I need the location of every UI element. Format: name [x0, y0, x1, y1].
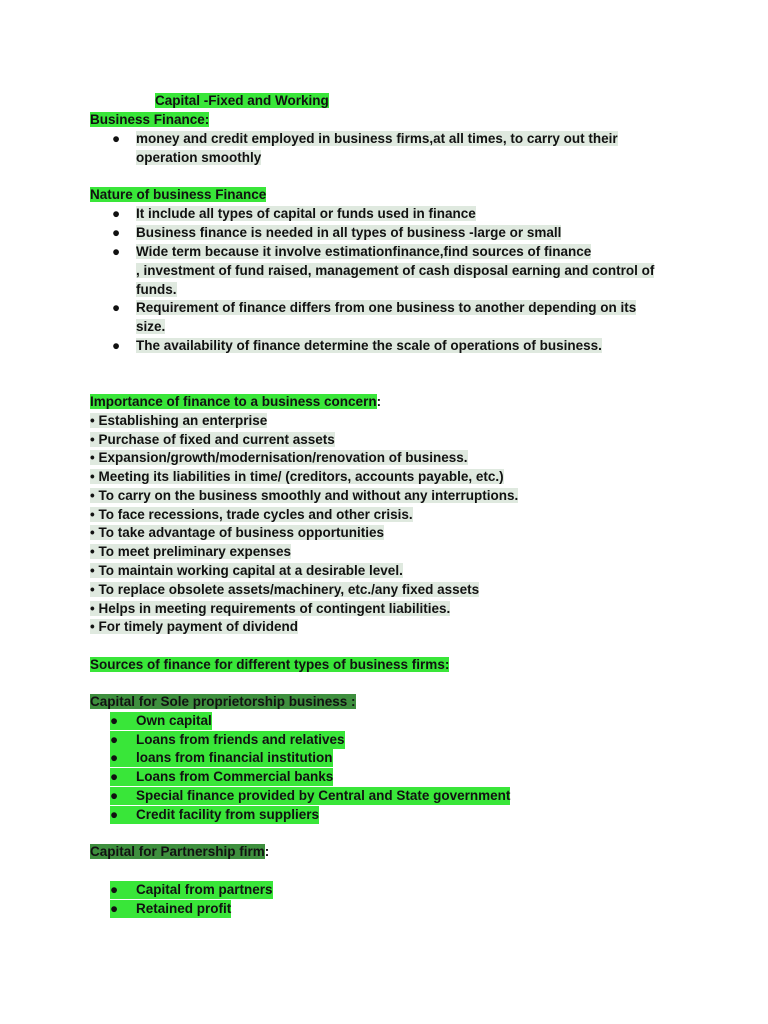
- list-item: ● Retained profit: [110, 901, 232, 916]
- bullet-icon: ●: [112, 338, 121, 353]
- list-item: ● Own capital: [110, 713, 212, 728]
- importance-item: • Helps in meeting requirements of contingent liabilities.: [90, 601, 451, 616]
- importance-item: • For timely payment of dividend: [90, 619, 299, 634]
- bullet-icon: ●: [110, 750, 119, 765]
- list-item: ● Capital from partners: [110, 882, 273, 897]
- partnership-heading: Capital for Partnership firm:: [90, 844, 270, 859]
- list-item: ● Loans from friends and relatives: [110, 732, 345, 747]
- list-item: ● Special finance provided by Central and State government: [110, 788, 511, 803]
- list-item: The availability of finance determine the scale of operations of business.: [136, 338, 602, 353]
- bullet-icon: ●: [112, 206, 121, 221]
- importance-item: • To meet preliminary expenses: [90, 544, 292, 559]
- list-item: Requirement of finance differs from one business to another depending on its: [136, 300, 637, 315]
- bullet-icon: ●: [110, 713, 119, 728]
- sole-proprietorship-heading: Capital for Sole proprietorship business :: [90, 694, 356, 709]
- importance-item: • Establishing an enterprise: [90, 413, 268, 428]
- list-item-continuation: , investment of fund raised, management of cash disposal earning and control of: [136, 263, 655, 278]
- list-item: ● loans from financial institution: [110, 750, 333, 765]
- bullet-icon: ●: [112, 225, 121, 240]
- importance-item: • To replace obsolete assets/machinery, etc./any fixed assets: [90, 582, 480, 597]
- list-item: ● Loans from Commercial banks: [110, 769, 334, 784]
- importance-item: • To face recessions, trade cycles and other crisis.: [90, 507, 413, 522]
- importance-item: • Purchase of fixed and current assets: [90, 432, 335, 447]
- importance-item: • Expansion/growth/modernisation/renovation of business.: [90, 450, 468, 465]
- list-item-continuation: funds.: [136, 282, 177, 297]
- business-finance-heading: Business Finance:: [90, 112, 210, 127]
- importance-heading: Importance of finance to a business concern:: [90, 394, 382, 409]
- importance-item: • To take advantage of business opportunities: [90, 525, 385, 540]
- list-item-continuation: size.: [136, 319, 166, 334]
- bullet-icon: ●: [110, 769, 119, 784]
- nature-heading: Nature of business Finance: [90, 187, 267, 202]
- bullet-icon: ●: [112, 244, 121, 259]
- list-item: Business finance is needed in all types of business -large or small: [136, 225, 562, 240]
- importance-item: • Meeting its liabilities in time/ (creditors, accounts payable, etc.): [90, 469, 504, 484]
- bullet-icon: ●: [110, 732, 119, 747]
- bullet-icon: ●: [112, 300, 121, 315]
- importance-item: • To carry on the business smoothly and without any interruptions.: [90, 488, 519, 503]
- list-item: money and credit employed in business firms,at all times, to carry out their: [136, 131, 618, 146]
- list-item: ● Credit facility from suppliers: [110, 807, 320, 822]
- importance-item: • To maintain working capital at a desirable level.: [90, 563, 403, 578]
- list-item-continuation: operation smoothly: [136, 150, 262, 165]
- bullet-icon: ●: [112, 131, 121, 146]
- list-item: Wide term because it involve estimationfinance,find sources of finance: [136, 244, 592, 259]
- sources-heading: Sources of finance for different types of business firms:: [90, 657, 450, 672]
- page-title: Capital -Fixed and Working: [155, 93, 329, 108]
- list-item: It include all types of capital or funds used in finance: [136, 206, 476, 221]
- bullet-icon: ●: [110, 901, 119, 916]
- bullet-icon: ●: [110, 788, 119, 803]
- bullet-icon: ●: [110, 807, 119, 822]
- bullet-icon: ●: [110, 882, 119, 897]
